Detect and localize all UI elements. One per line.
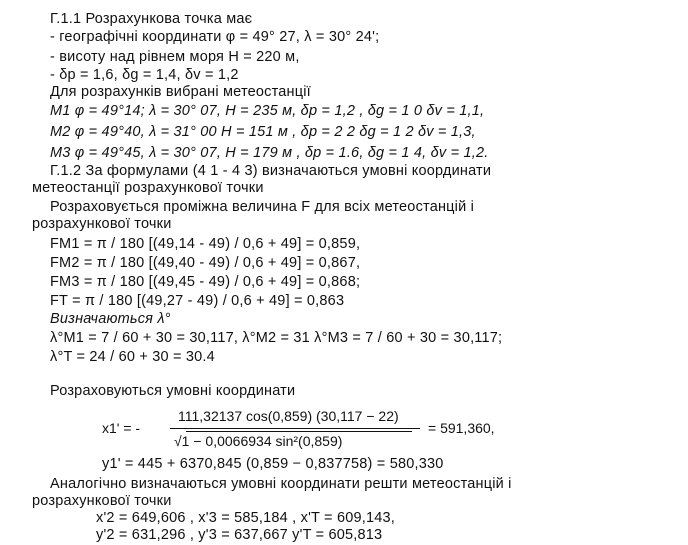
results-x-line: x'2 = 649,606 , x'3 = 585,184 , x'T = 609,143, [96, 510, 395, 526]
altitude-line: - висоту над рівнем моря H = 220 м, [50, 49, 300, 65]
section-heading-g11: Г.1.1 Розрахункова точка має [50, 11, 253, 27]
eq-x1-fraction-bar [170, 428, 420, 429]
lambda-values-line: λ°M1 = 7 / 60 + 30 = 30,117, λ°M2 = 31 λ°M3 = 7 / 60 + 30 = 30,117; [50, 330, 503, 346]
section-heading-g12: Г.1.2 За формулами (4 1 - 4 3) визначаються умовні координати [50, 163, 492, 179]
station-m1-line: M1 φ = 49°14; λ = 30° 07, H = 235 м, δp = 1,2 , δg = 1 0 δv = 1,1, [50, 103, 485, 119]
eq-x1-rhs: = 591,360, [428, 420, 495, 436]
intermediate-f-line-cont: розрахункової точки [32, 216, 172, 232]
lambda-t-line: λ°T = 24 / 60 + 30 = 30.4 [50, 349, 215, 365]
intermediate-f-line: Розраховується проміжна величина F для всіх метеостанцій і [50, 199, 475, 215]
eq-x1-sqrt-bar [186, 431, 412, 432]
station-m3-line: M3 φ = 49°45, λ = 30° 07, H = 179 м , δp = 1.6, δg = 1 4, δv = 1,2. [50, 145, 489, 161]
lambda-heading: Визначаються λ° [50, 311, 171, 327]
eq-x1-lhs: x1' = - [102, 420, 141, 436]
eq-y1: y1' = 445 + 6370,845 (0,859 − 0,837758) = 580,330 [102, 456, 444, 472]
eq-x1-denominator: √1 − 0,0066934 sin²(0,859) [174, 433, 343, 449]
stations-heading: Для розрахунків вибрані метеостанції [50, 84, 311, 100]
analogous-line-cont: розрахункової точки [32, 493, 172, 509]
formula-f-m3: FM3 = π / 180 [(49,45 - 49) / 0,6 + 49] = 0,868; [50, 274, 361, 290]
section-heading-g12-cont: метеостанції розрахункової точки [32, 180, 264, 196]
conditional-coords-heading: Розраховуються умовні координати [50, 383, 296, 399]
station-m2-line: M2 φ = 49°40, λ = 31° 00 H = 151 м , δp = 2 2 δg = 1 2 δv = 1,3, [50, 124, 476, 140]
analogous-line: Аналогічно визначаються умовні координати решти метеостанцій і [50, 476, 512, 492]
delta-values-line: - δp = 1,6, δg = 1,4, δv = 1,2 [50, 67, 239, 83]
eq-x1-numerator: 111,32137 cos(0,859) (30,117 − 22) [178, 408, 399, 424]
formula-f-t: FT = π / 180 [(49,27 - 49) / 0,6 + 49] = 0,863 [50, 293, 345, 309]
geo-coordinates-line: - географічні координати φ = 49° 27, λ = 30° 24'; [50, 29, 380, 45]
formula-f-m2: FM2 = π / 180 [(49,40 - 49) / 0,6 + 49] = 0,867, [50, 255, 361, 271]
results-y-line: y'2 = 631,296 , y'3 = 637,667 y'T = 605,813 [96, 527, 383, 543]
formula-f-m1: FM1 = π / 180 [(49,14 - 49) / 0,6 + 49] = 0,859, [50, 236, 361, 252]
